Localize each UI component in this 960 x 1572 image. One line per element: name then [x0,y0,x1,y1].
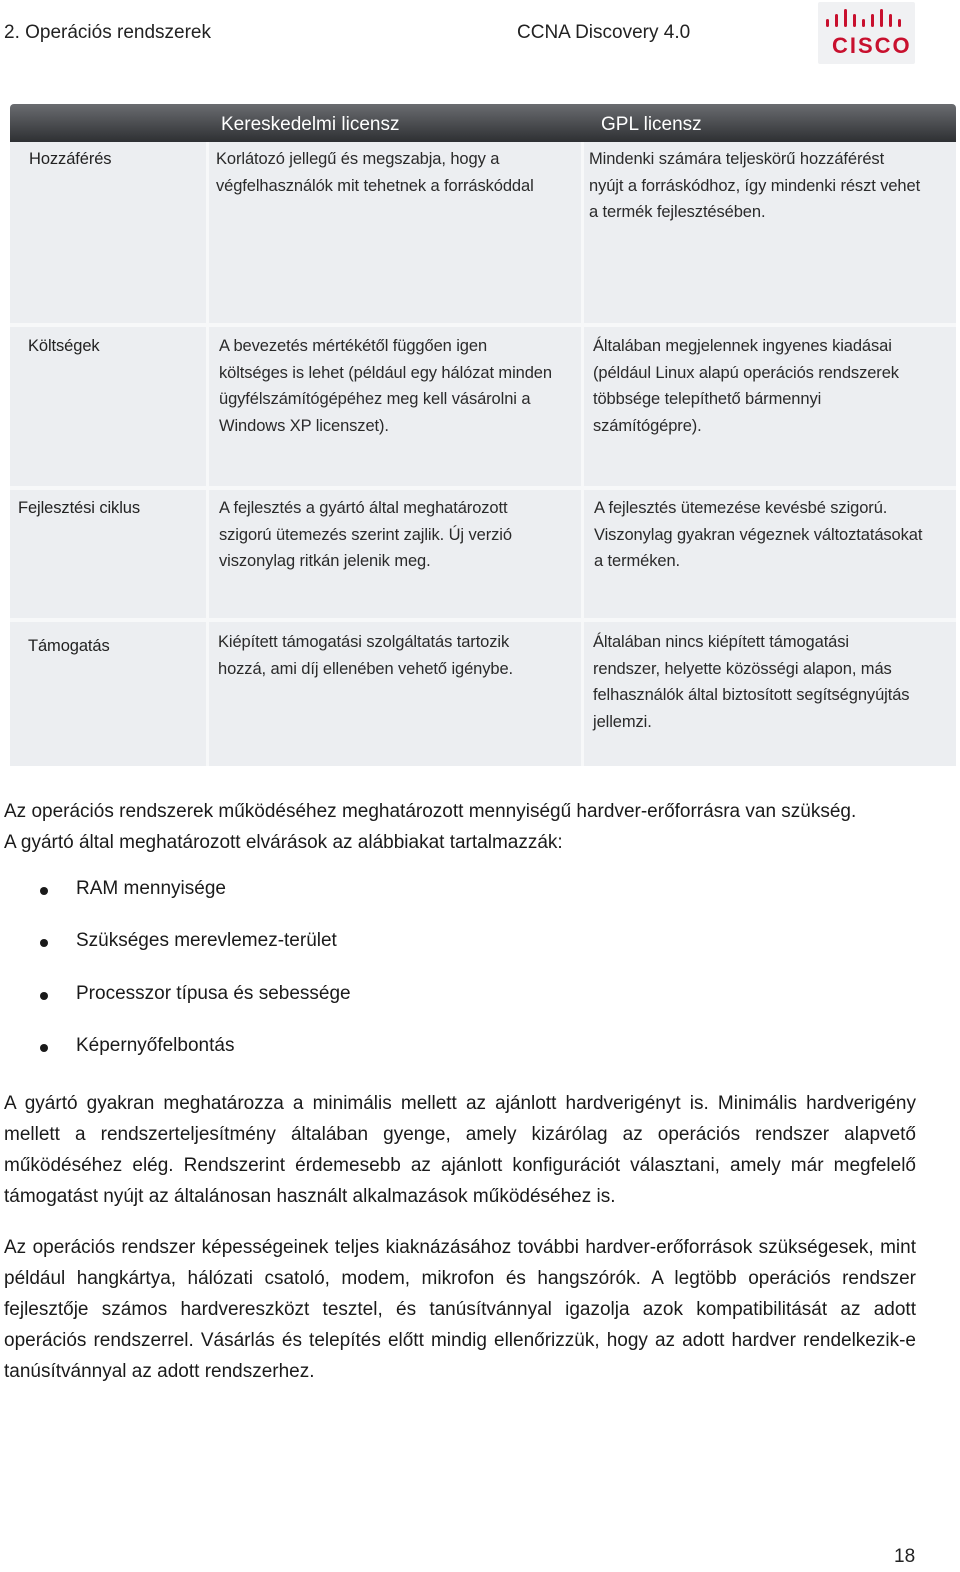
hardware-compatibility-paragraph: Az operációs rendszer képességeinek teljes kiaknázásához további hardver-erőforrások szükségesek, mint például hangkártya, hálózati csatoló, modem, mikrofon és hangszórók. A legtöbb operációs rendszer fejlesztője számos hardvereszközt tesztel, és tanúsítvánnyal igazolja azok kompatibilitását az adott operációs rendszerrel. Vásárlás és telepítés előtt mindig ellenőrizzük, hogy az adott hardver rendelkezik-e tanúsítvánnyal az adott rendszerhez. [4,1237,916,1382]
cell-commercial-support [218,629,513,682]
cell-line: nyújt a forráskódhoz, így mindenki részt vehet [589,176,921,195]
cell-commercial-dev-cycle [219,495,512,575]
cell-line: viszonylag ritkán jelenik meg. [219,552,431,570]
cell-gpl-costs [593,333,899,439]
cell-line: jellemzi. [593,712,652,731]
list-item-text: Képernyőfelbontás [76,1035,235,1056]
cell-line: számítógépre). [593,416,702,435]
column-header-gpl: GPL licensz [601,114,702,135]
cell-line: Általában megjelennek ingyenes kiadásai [593,337,892,355]
cell-line: hozzá, ami díj ellenében vehető igénybe. [218,659,514,678]
cell-line: a terméken. [594,552,681,570]
cell-line: Korlátozó jellegű és megszabja, hogy a [216,150,500,168]
bullet-icon [40,992,48,1000]
cell-line: A fejlesztés a gyártó által meghatározott [219,499,508,517]
cell-line: A fejlesztés ütemezése kevésbé szigorú. [594,499,888,517]
cell-line: többsége telepíthető bármennyi [593,390,822,408]
cell-gpl-access [589,146,920,226]
cell-line: szigorú ütemezés szerint zajlik. Új verzió [219,525,512,544]
row-label-access: Hozzáférés [29,150,112,168]
license-comparison-table [10,104,956,766]
cell-commercial-access [216,146,534,199]
row-label-dev-cycle: Fejlesztési ciklus [18,499,140,517]
list-item-text: Processzor típusa és sebessége [76,983,351,1004]
cell-line: végfelhasználók mit tehetnek a forráskóddal [216,176,534,195]
bullet-icon [40,1044,48,1052]
intro-line: A gyártó által meghatározott elvárások az alábbiakat tartalmazzák: [4,832,563,853]
bullet-icon [40,939,48,947]
intro-paragraph [4,796,954,858]
column-divider [206,142,209,766]
cell-line: költséges is lehet (például egy hálózat minden [219,363,552,382]
cell-line: Mindenki számára teljeskörű hozzáférést [589,150,885,168]
row-divider [10,323,956,327]
page-header [0,0,960,70]
cell-line: Windows XP licenszet). [219,416,389,435]
course-title: CCNA Discovery 4.0 [517,22,691,43]
table-header [10,104,956,142]
intro-line: Az operációs rendszerek működéséhez meghatározott mennyiségű hardver-erőforrásra van szükség. [4,801,857,822]
row-divider [10,486,956,490]
cell-gpl-support [593,629,909,735]
cell-commercial-costs [219,333,552,439]
row-label-support: Támogatás [28,637,110,655]
hardware-requirements-paragraph: A gyártó gyakran meghatározza a minimális mellett az ajánlott hardverigényt is. Minimális hardverigény mellett a rendszerteljesítmény általában gyenge, amely kizárólag az operációs rendszer alapvető működéséhez elég. Rendszerint érdemesebb az ajánlott konfigurációt választani, amely már megfelelő támogatást nyújt az általánosan használt alkalmazások működéséhez is. [4,1093,916,1207]
cell-line: Általában nincs kiépített támogatási [593,633,849,651]
cell-line: A bevezetés mértékétől függően igen [219,337,488,355]
list-item-text: RAM mennyisége [76,878,226,899]
cell-line: rendszer, helyette közösségi alapon, más [593,659,892,678]
cell-line: Viszonylag gyakran végeznek változtatásokat [594,525,923,544]
row-divider [10,618,956,622]
list-item-text: Szükséges merevlemez-terület [76,930,337,951]
row-label-costs: Költségek [28,337,100,355]
column-divider [581,142,584,766]
cisco-logo-text: CISCO [832,33,912,58]
cell-line: a termék fejlesztésében. [589,203,766,221]
cell-gpl-dev-cycle [594,495,922,575]
chapter-title: 2. Operációs rendszerek [4,22,211,43]
cell-line: Kiépített támogatási szolgáltatás tartozik [218,633,510,651]
bullet-icon [40,887,48,895]
column-header-commercial: Kereskedelmi licensz [221,114,400,135]
cell-line: ügyfélszámítógépéhez meg kell vásárolni a [219,390,531,408]
cell-line: (például Linux alapú operációs rendszerek [593,363,899,382]
page-number: 18 [894,1546,916,1567]
cisco-logo-icon [818,2,915,64]
cell-line: felhasználók által biztosított segítségnyújtás [593,686,910,704]
